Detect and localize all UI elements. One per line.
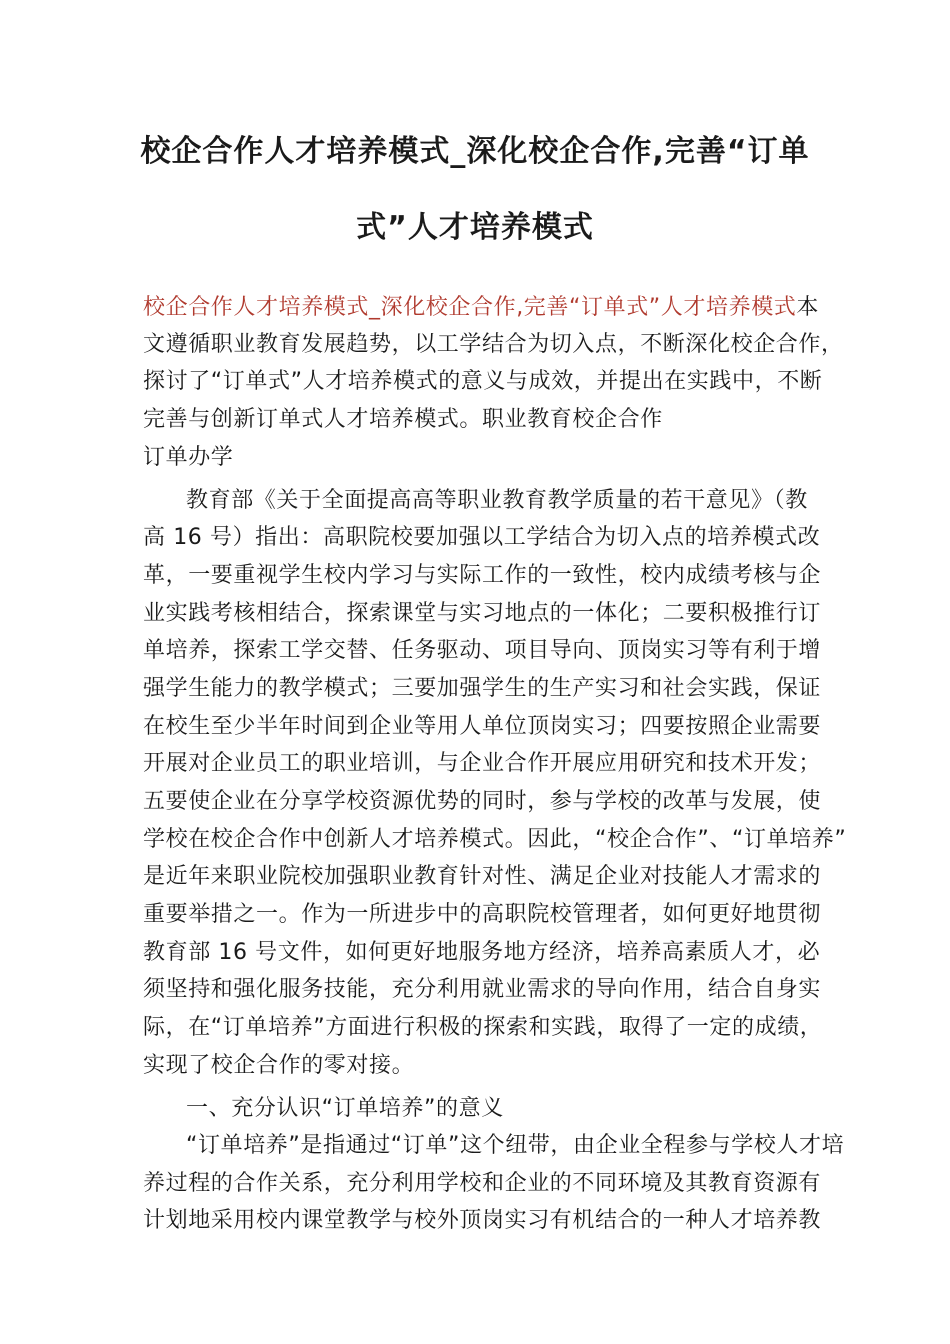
paragraph-line: 业实践考核相结合，探索课堂与实习地点的一体化；二要积极推行订 [143, 601, 822, 626]
abstract-line: 文遵循职业教育发展趋势，以工学结合为切入点，不断深化校企合作， [143, 332, 844, 357]
paragraph-line: 学校在校企合作中创新人才培养模式。因此，“校企合作”、“订单培养” [143, 827, 847, 852]
paragraph-line: 单培养，探索工学交替、任务驱动、项目导向、顶岗实习等有利于增 [143, 638, 822, 663]
paragraph-line: 强学生能力的教学模式；三要加强学生的生产实习和社会实践，保证 [143, 676, 822, 701]
paragraph-line: 际，在“订单培养”方面进行积极的探索和实践，取得了一定的成绩， [143, 1015, 823, 1040]
paragraph-line: 重要举措之一。作为一所进步中的高职院校管理者，如何更好地贯彻 [143, 902, 822, 927]
paragraph-line: 高 16 号）指出：高职院校要加强以工学结合为切入点的培养模式改 [143, 525, 821, 550]
paragraph-line: 革，一要重视学生校内学习与实际工作的一致性，校内成绩考核与企 [143, 563, 822, 588]
paragraph-line: 须坚持和强化服务技能，充分利用就业需求的导向作用，结合自身实 [143, 977, 822, 1002]
paragraph-line: 开展对企业员工的职业培训，与企业合作开展应用研究和技术开发； [143, 751, 822, 776]
document-title-line-1: 校企合作人才培养模式_深化校企合作,完善“订单 [140, 134, 810, 169]
paragraph-line: “订单培养”是指通过“订单”这个纽带，由企业全程参与学校人才培 [186, 1133, 845, 1158]
abstract-first-tail: 本 [796, 295, 819, 320]
paragraph-line: 实现了校企合作的零对接。 [143, 1053, 415, 1078]
abstract-line: 探讨了“订单式”人才培养模式的意义与成效，并提出在实践中，不断 [143, 369, 823, 394]
document-title-line-2: 式”人才培养模式 [356, 210, 594, 245]
abstract-red-title: 校企合作人才培养模式_深化校企合作,完善“订单式”人才培养模式 [143, 295, 797, 320]
abstract-line: 完善与创新订单式人才培养模式。职业教育校企合作 [143, 407, 663, 432]
paragraph-line: 教育部 16 号文件，如何更好地服务地方经济，培养高素质人才，必 [143, 940, 821, 965]
keyword-line: 订单办学 [143, 445, 234, 470]
paragraph-line: 在校生至少半年时间到企业等用人单位顶岗实习；四要按照企业需要 [143, 714, 822, 739]
abstract-first-line [143, 293, 819, 323]
paragraph-line: 五要使企业在分享学校资源优势的同时，参与学校的改革与发展，使 [143, 789, 822, 814]
paragraph-line: 是近年来职业院校加强职业教育针对性、满足企业对技能人才需求的 [143, 864, 822, 889]
paragraph-line: 教育部《关于全面提高高等职业教育教学质量的若干意见》（教 [186, 488, 808, 513]
section-heading: 一、充分认识“订单培养”的意义 [186, 1096, 504, 1121]
paragraph-line: 养过程的合作关系，充分利用学校和企业的不同环境及其教育资源有 [143, 1171, 822, 1196]
paragraph-line: 计划地采用校内课堂教学与校外顶岗实习有机结合的一种人才培养教 [143, 1208, 822, 1233]
